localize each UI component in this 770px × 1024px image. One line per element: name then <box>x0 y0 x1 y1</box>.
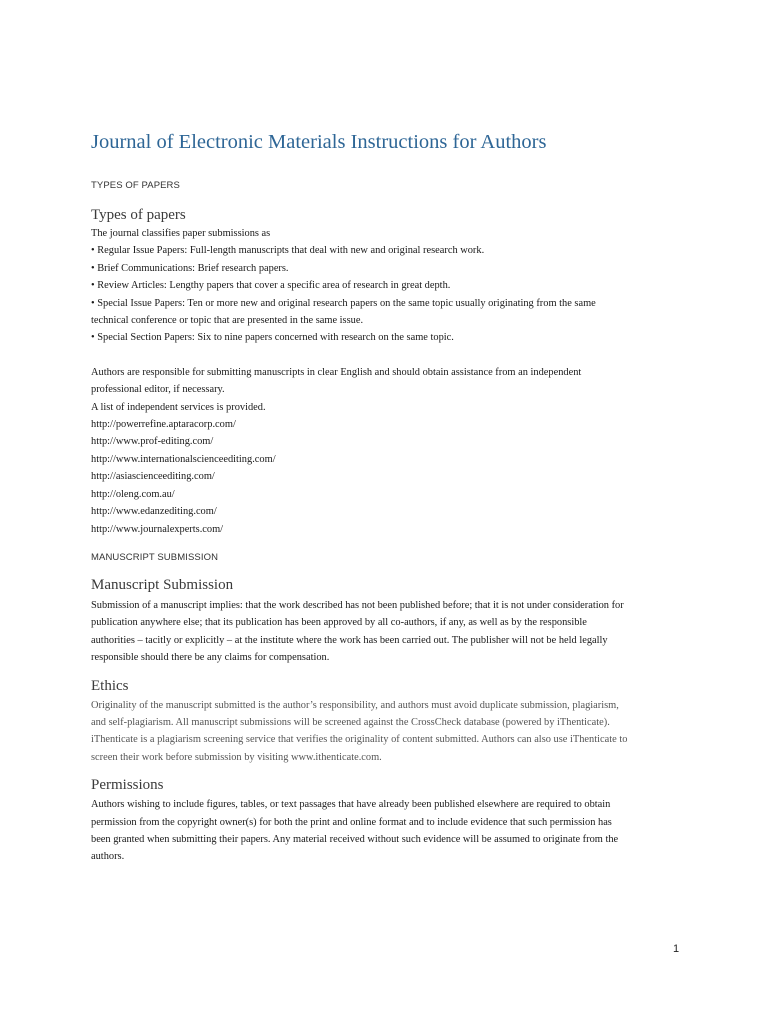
editing-link[interactable]: http://oleng.com.au/ <box>91 488 175 500</box>
paragraph-line: been granted when submitting their papers. Any material received without such evidence will be assumed to originate from the <box>91 833 619 845</box>
paragraph-line: authorities – tacitly or explicitly – at the institute where the work has been carried out. The publisher will not be held legally <box>91 634 608 646</box>
paragraph-line: • Review Articles: Lengthy papers that cover a specific area of research in great depth. <box>91 280 451 292</box>
editing-link[interactable]: http://www.prof-editing.com/ <box>91 436 214 448</box>
editing-link[interactable]: http://asiascienceediting.com/ <box>91 471 215 483</box>
paragraph-line: permission from the copyright owner(s) for both the print and online format and to include evidence that such permission has <box>91 816 612 828</box>
paragraph-line: A list of independent services is provided. <box>91 401 266 413</box>
paragraph-line: technical conference or topic that are presented in the same issue. <box>91 315 364 327</box>
paragraph-line: professional editor, if necessary. <box>91 384 225 396</box>
document-title: Journal of Electronic Materials Instructions for Authors <box>91 131 547 153</box>
editing-paragraph <box>91 364 691 538</box>
paragraph-line: iThenticate is a plagiarism screening service that verifies the originality of content submitted. Authors can also use iThenticate to <box>91 734 628 746</box>
editing-link[interactable]: http://www.internationalscienceediting.com/ <box>91 453 276 465</box>
paragraph-line: Authors wishing to include figures, tables, or text passages that have already been published elsewhere are required to obtain <box>91 799 611 811</box>
paragraph-line: Authors are responsible for submitting manuscripts in clear English and should obtain assistance from an independent <box>91 366 582 378</box>
paragraph-line: publication anywhere else; that its publication has been approved by all co-authors, if any, as well as by the responsible <box>91 617 587 629</box>
paragraph-line: • Regular Issue Papers: Full-length manuscripts that deal with new and original research work. <box>91 245 485 257</box>
section-tag-types: TYPES OF PAPERS <box>91 180 180 191</box>
document-page <box>91 128 691 866</box>
heading-types-of-papers: Types of papers <box>91 207 186 223</box>
paragraph-line: • Special Section Papers: Six to nine papers concerned with research on the same topic. <box>91 332 454 344</box>
paragraph-line: Originality of the manuscript submitted is the author’s responsibility, and authors must avoid duplicate submission, plagiarism, <box>91 699 619 711</box>
types-paragraph <box>91 225 691 347</box>
heading-ethics: Ethics <box>91 677 129 694</box>
paragraph-line: • Special Issue Papers: Ten or more new and original research papers on the same topic usually originating from the same <box>91 297 596 309</box>
paragraph-line: Submission of a manuscript implies: that the work described has not been published before; that it is not under consideration for <box>91 599 624 611</box>
ethics-paragraph <box>91 697 691 767</box>
paragraph-line: responsible should there be any claims for compensation. <box>91 652 330 664</box>
heading-permissions: Permissions <box>91 777 164 794</box>
submission-paragraph <box>91 597 691 667</box>
paragraph-line: and self-plagiarism. All manuscript submissions will be screened against the CrossCheck database (powered by iThenticate). <box>91 716 610 728</box>
paragraph-line: authors. <box>91 851 125 863</box>
editing-link[interactable]: http://www.journalexperts.com/ <box>91 523 224 535</box>
editing-link[interactable]: http://www.edanzediting.com/ <box>91 506 217 518</box>
paragraph-line: The journal classifies paper submissions as <box>91 228 271 239</box>
paragraph-line: • Brief Communications: Brief research papers. <box>91 262 289 274</box>
paragraph-line: screen their work before submission by visiting www.ithenticate.com. <box>91 751 382 763</box>
editing-link[interactable]: http://powerrefine.aptaracorp.com/ <box>91 419 236 431</box>
page-number: 1 <box>673 943 680 955</box>
section-tag-submission: MANUSCRIPT SUBMISSION <box>91 551 219 563</box>
permissions-paragraph <box>91 796 691 866</box>
heading-manuscript-submission: Manuscript Submission <box>91 576 234 593</box>
